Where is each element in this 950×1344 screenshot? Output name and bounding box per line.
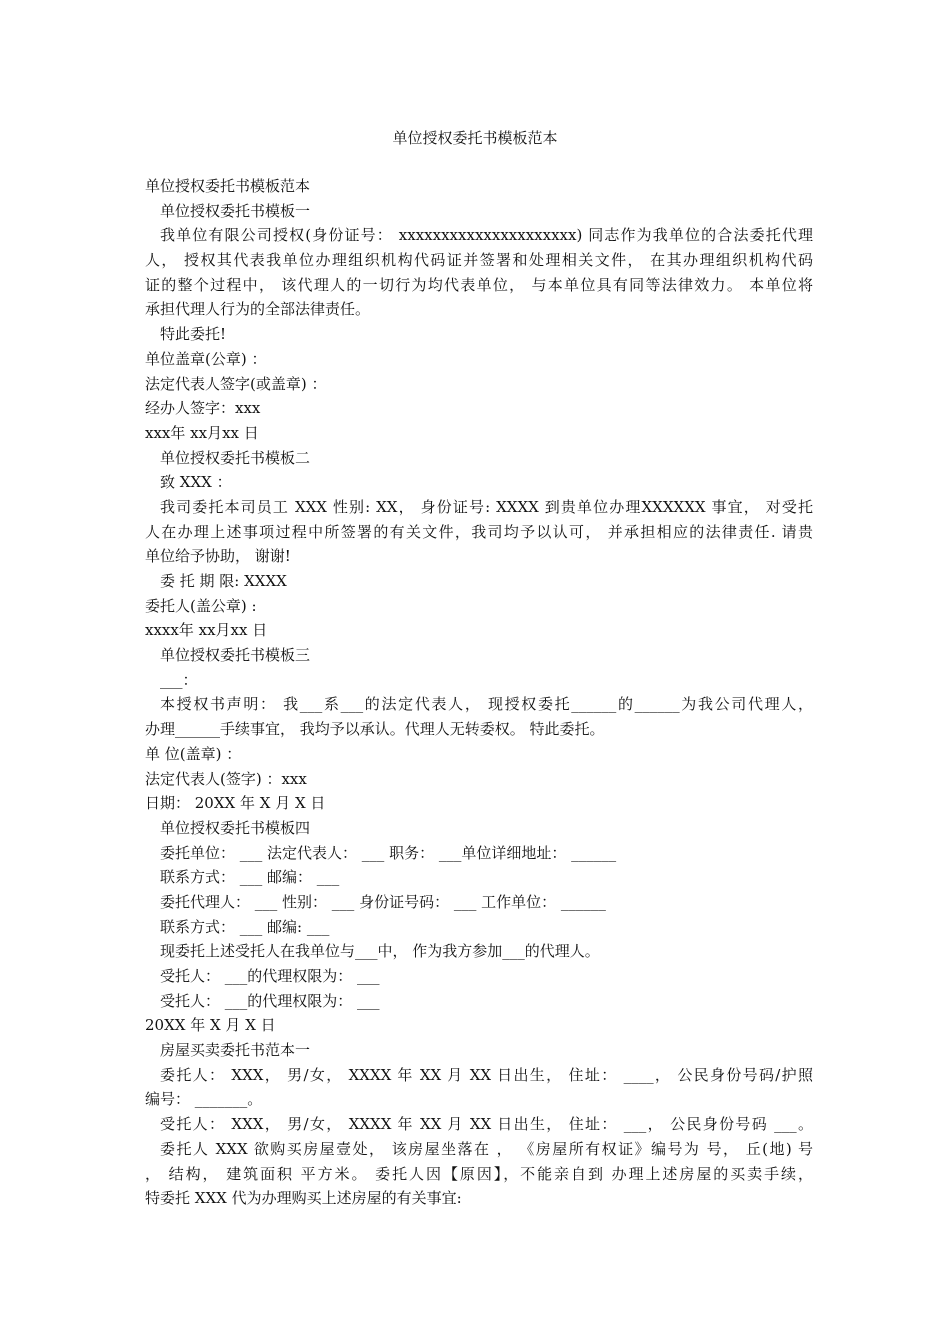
- document-line: 联系方式： ___ 邮编: ___: [160, 917, 330, 936]
- document-line: xxxx年 xx月xx 日: [145, 621, 268, 640]
- document-body: [145, 174, 813, 1211]
- document-line: 单位授权委托书模板三: [160, 646, 311, 665]
- document-line: 受托人： XXX， 男/女， XXXX 年 XX 月 XX 日出生， 住址： ___， 公民身份号码 ___。: [160, 1115, 813, 1134]
- document-line: 编号： _______。: [145, 1090, 263, 1109]
- document-line: 现委托上述受托人在我单位与___中， 作为我方参加___的代理人。: [160, 942, 600, 961]
- document-title: 单位授权委托书模板范本: [392, 129, 558, 147]
- document-line: 证的整个过程中， 该代理人的一切行为均代表单位， 与本单位具有同等法律效力。 本单位将: [145, 275, 813, 294]
- document-line: 单位给予协助， 谢谢!: [145, 547, 291, 566]
- document-line: 单位授权委托书模板二: [160, 448, 311, 467]
- document-line: 委托人： XXX， 男/女， XXXX 年 XX 月 XX 日出生， 住址： ____， 公民身份号码/护照: [160, 1065, 813, 1084]
- document-line: 办理______手续事宜， 我均予以承认。代理人无转委权。 特此委托。: [145, 720, 605, 739]
- document-line: 房屋买卖委托书范本一: [160, 1041, 311, 1060]
- document-line: 我司委托本司员工 XXX 性别: XX， 身份证号: XXXX 到贵单位办理XXXXXX 事宜， 对受托: [160, 497, 813, 516]
- document-line: 委 托 期 限: XXXX: [160, 572, 287, 590]
- document-line: 委托代理人： ___ 性别： ___ 身份证号码： ___ 工作单位： ______: [160, 892, 606, 911]
- document-line: 单位授权委托书模板范本: [145, 177, 311, 195]
- document-line: 委托人(盖公章) :: [145, 596, 257, 615]
- document-line: ___：: [160, 670, 198, 689]
- document-line: 单 位(盖章) ：: [145, 744, 242, 763]
- document-line: 法定代表人(签字) ：xxx: [145, 769, 307, 788]
- document-line: 法定代表人签字(或盖章) ：: [145, 374, 327, 393]
- document-line: 我单位有限公司授权(身份证号： xxxxxxxxxxxxxxxxxxxxx) 同志作为我单位的合法委托代理: [160, 226, 813, 245]
- document-line: 委托人 XXX 欲购买房屋壹处， 该房屋坐落在 ， 《房屋所有权证》编号为 号， 丘(地) 号: [160, 1139, 813, 1158]
- document-line: 20XX 年 X 月 X 日: [145, 1016, 276, 1035]
- document-line: 经办人签字：xxx: [145, 399, 261, 418]
- document-line: 致 XXX ：: [160, 473, 232, 492]
- document-line: 单位授权委托书模板一: [160, 201, 311, 220]
- document-line: ， 结构， 建筑面积 平方米。 委托人因【原因】，不能亲自到 办理上述房屋的买卖手续，: [145, 1164, 813, 1183]
- document-line: 受托人： ___的代理权限为： ___: [160, 967, 380, 985]
- document-line: 人， 授权其代表我单位办理组织机构代码证并签署和处理相关文件， 在其办理组织机构代码: [145, 251, 813, 270]
- document-line: 单位盖章(公章) ：: [145, 349, 267, 368]
- document-line: xxx年 xx月xx 日: [145, 423, 259, 442]
- document-line: 受托人： ___的代理权限为： ___: [160, 991, 380, 1010]
- document-line: 人在办理上述事项过程中所签署的有关文件，我司均予以认可， 并承担相应的法律责任. 请贵: [145, 522, 813, 541]
- document-line: 日期： 20XX 年 X 月 X 日: [145, 794, 326, 813]
- document-line: 本授权书声明： 我___系___的法定代表人， 现授权委托______的______为我公司代理人，: [160, 695, 813, 714]
- document-line: 特此委托!: [160, 325, 227, 344]
- document-line: 特委托 XXX 代为办理购买上述房屋的有关事宜:: [145, 1189, 462, 1208]
- document-line: 委托单位： ___ 法定代表人： ___ 职务： ___单位详细地址： ______: [160, 843, 617, 862]
- document-line: 联系方式： ___ 邮编： ___: [160, 868, 340, 887]
- document-line: 承担代理人行为的全部法律责任。: [145, 300, 371, 319]
- document-line: 单位授权委托书模板四: [160, 818, 311, 837]
